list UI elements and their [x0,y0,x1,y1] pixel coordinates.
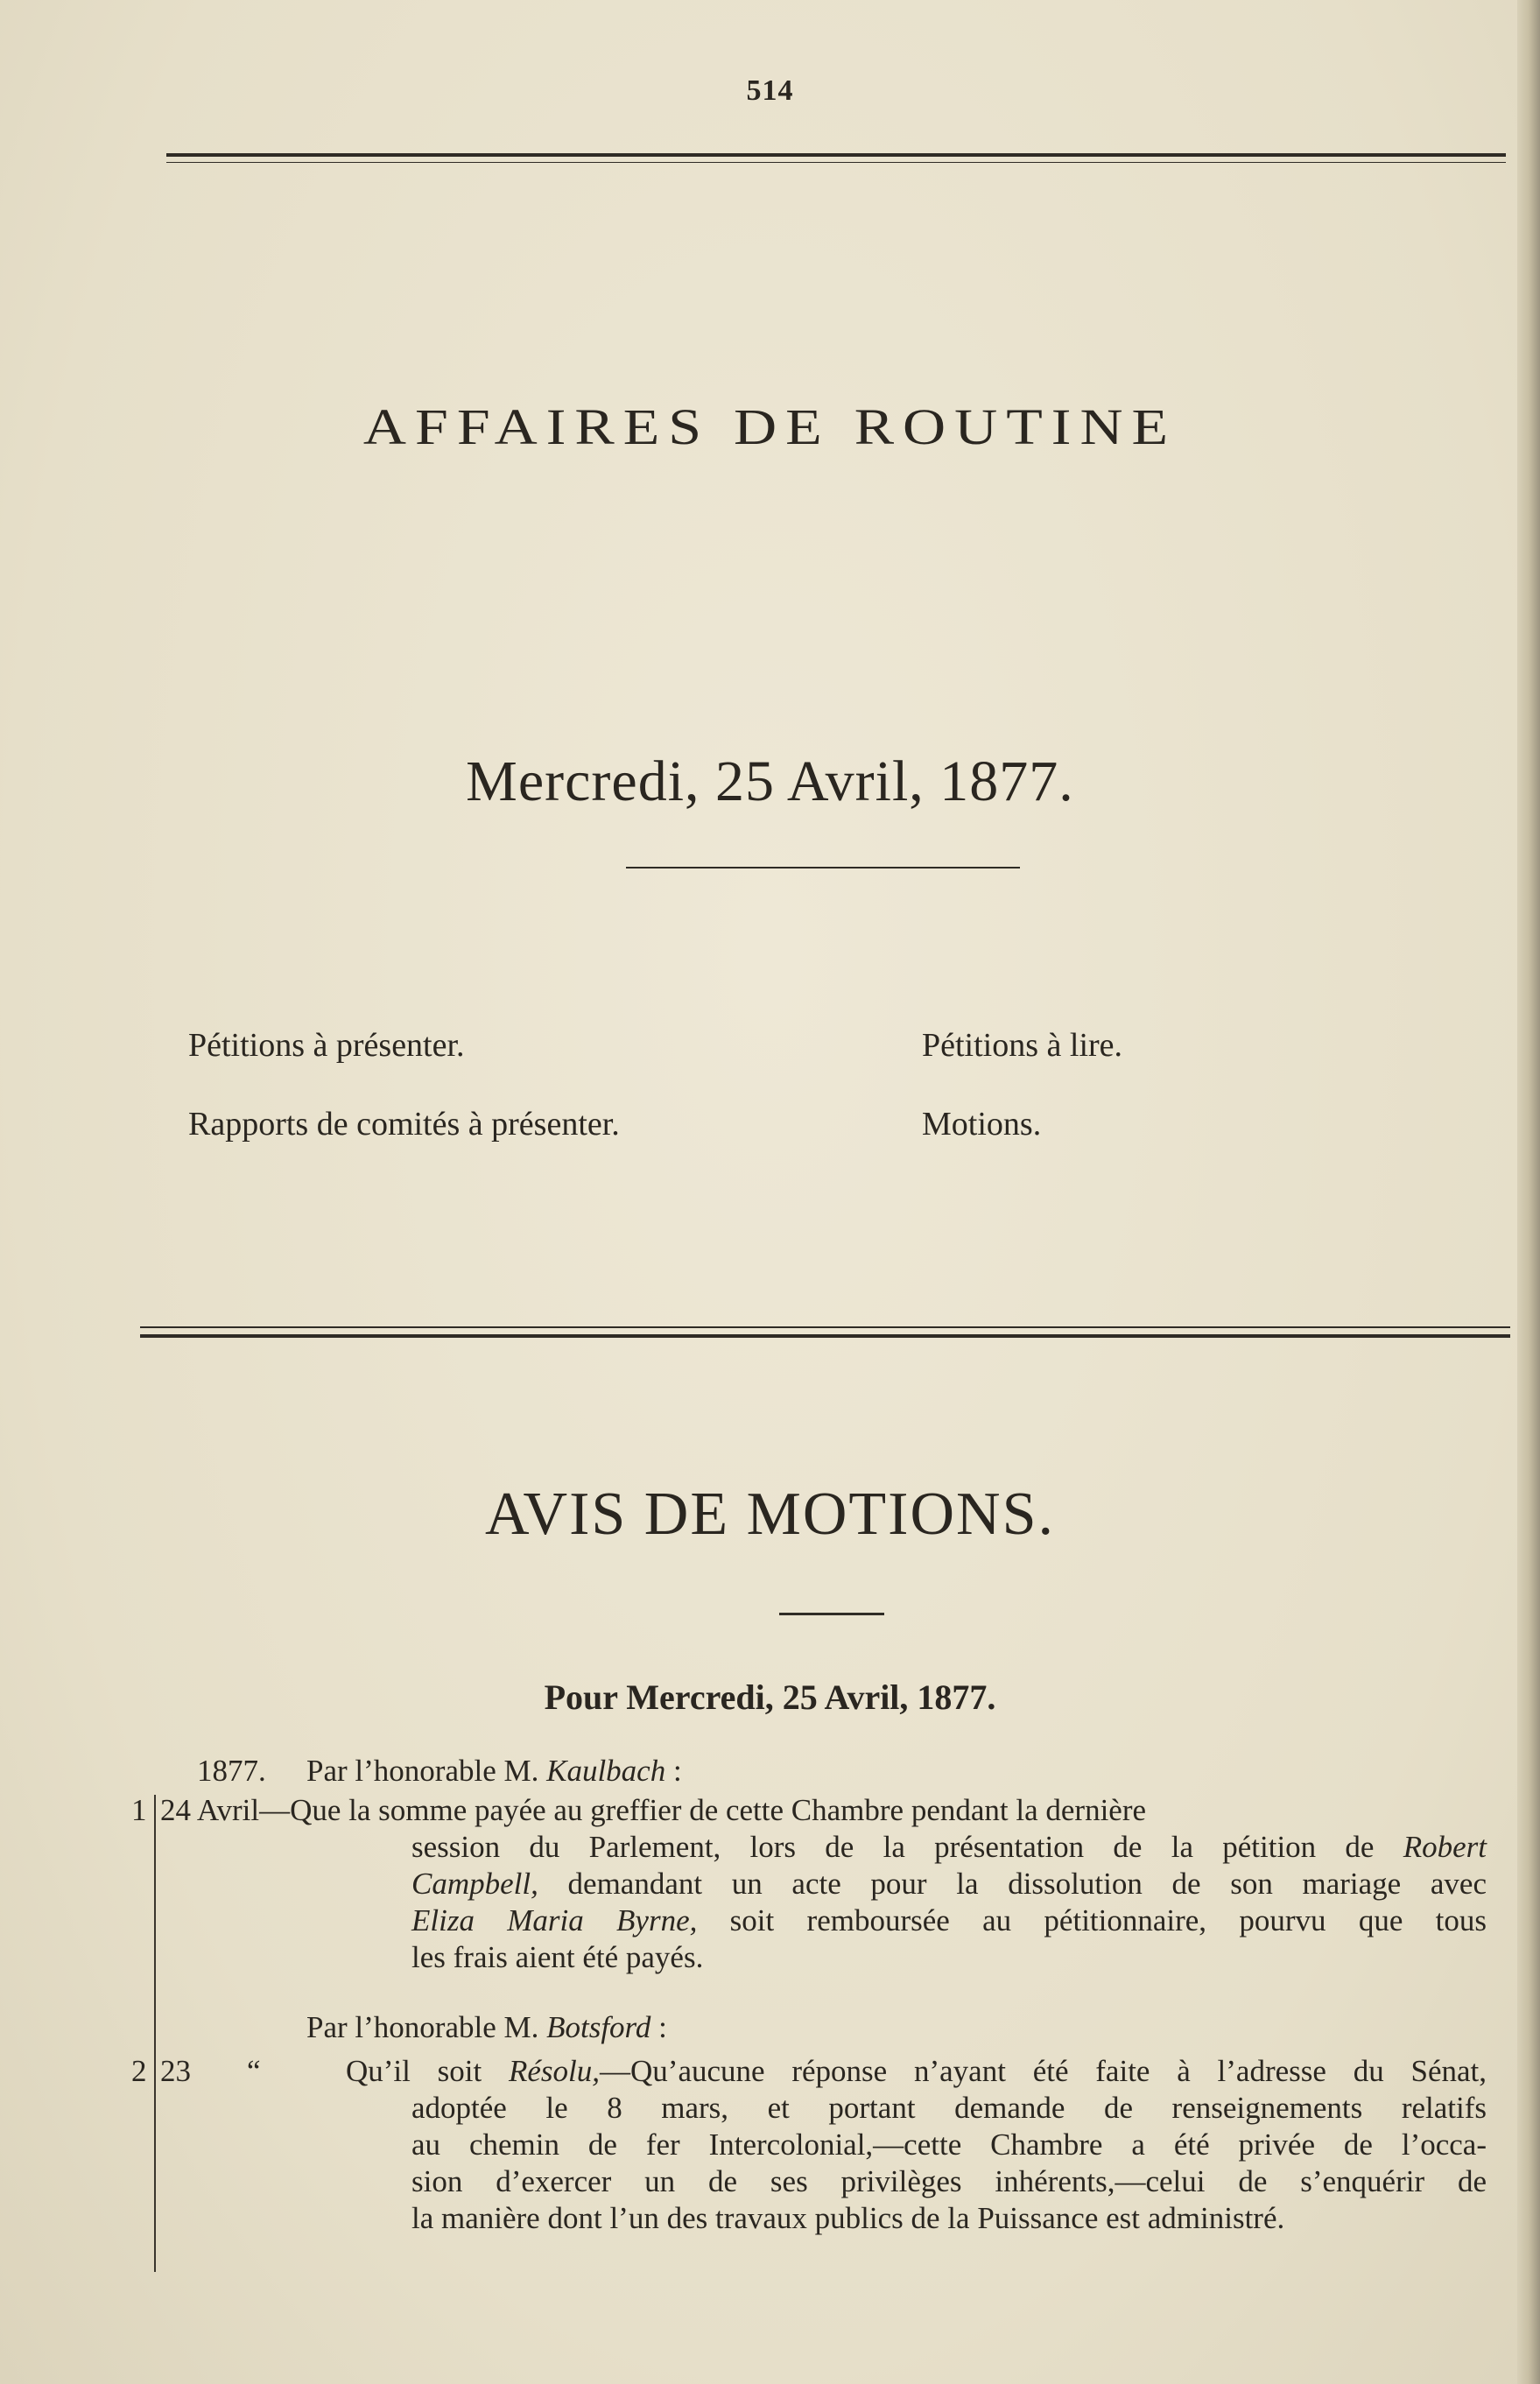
motion1-date [160,1792,1487,1829]
motion2-line4: sion d’exercer un de ses privilèges inhérents,—celui de s’enquérir de [411,2164,1487,2198]
motion1-line3-name: Campbell, [411,1867,538,1901]
motion1-line4-name: Eliza Maria Byrne, [411,1903,698,1937]
motion2-line3: au chemin de fer Intercolonial,—cette Chambre a été privée de l’occa- [411,2127,1487,2162]
motion1-line2-name: Robert [1403,1830,1487,1864]
motion2-line5: la manière dont l’un des travaux publics de la Puissance est administré. [411,2201,1285,2235]
section-title-routine: AFFAIRES DE ROUTINE [362,397,1178,455]
motion1-line3-text: demandant un acte pour la dissolution de son mariage avec [538,1867,1487,1901]
routine-petitions-present: Pétitions à présenter. [188,1027,465,1064]
motion1-line1: —Que la somme payée au greffier de cette Chambre pendant la dernière [259,1793,1147,1827]
motion2-mover-prefix: Par l’honorable M. [306,2010,547,2044]
date-heading: Mercredi, 25 Avril, 1877. [466,749,1074,813]
motion2-date: 23 [160,2054,191,2088]
middle-rule [140,1326,1510,1328]
motion2-mover [306,2009,667,2046]
middle-rule-thick [140,1334,1510,1338]
motion2-line1-a: Qu’il soit [346,2054,510,2088]
notices-underline [779,1613,884,1615]
motion1-line2-text: session du Parlement, lors de la présentation de la pétition de [411,1830,1403,1864]
page-number: 514 [746,74,794,107]
date-underline [626,867,1020,869]
motion1-line3 [411,1866,1487,1902]
motion1-mover-name: Kaulbach [546,1754,666,1788]
section-title-notices: AVIS DE MOTIONS. [484,1480,1056,1548]
motion1-number: 1 [131,1793,147,1827]
top-rule [166,153,1506,157]
page-edge-shadow [1517,0,1540,2384]
motion1-line4 [411,1902,1487,1939]
motion2-ditto-mark: “ [247,2054,261,2088]
motion2-line1-em: Résolu, [509,2054,601,2088]
top-rule-thin [166,162,1506,163]
motion2-line2: adoptée le 8 mars, et portant demande de renseignements relatifs [411,2091,1487,2125]
routine-petitions-read: Pétitions à lire. [922,1027,1123,1064]
routine-reports: Rapports de comités à présenter. [188,1106,620,1143]
motion2-number: 2 [131,2054,147,2088]
motion1-mover [306,1753,682,1790]
motion1-mover-prefix: Par l’honorable M. [306,1754,547,1788]
motion2-line1 [346,2053,1487,2090]
notices-date: Pour Mercredi, 25 Avril, 1877. [544,1677,996,1717]
motion1-mover-suffix: : [665,1754,682,1788]
motion2-mover-name: Botsford [546,2010,651,2044]
motion1-line4-text: soit remboursée au pétitionnaire, pourvu que tous [697,1903,1487,1937]
motion-number-rule [154,1795,156,2272]
routine-motions: Motions. [922,1106,1042,1143]
motion1-date-label: 24 Avril [160,1793,260,1827]
motion2-mover-suffix: : [650,2010,667,2044]
motion1-line2 [411,1829,1487,1866]
motion-year: 1877. [197,1754,266,1788]
motion1-line5: les frais aient été payés. [411,1940,704,1974]
motion2-line1-b: —Qu’aucune réponse n’ayant été faite à l’adresse du Sénat, [600,2054,1487,2088]
